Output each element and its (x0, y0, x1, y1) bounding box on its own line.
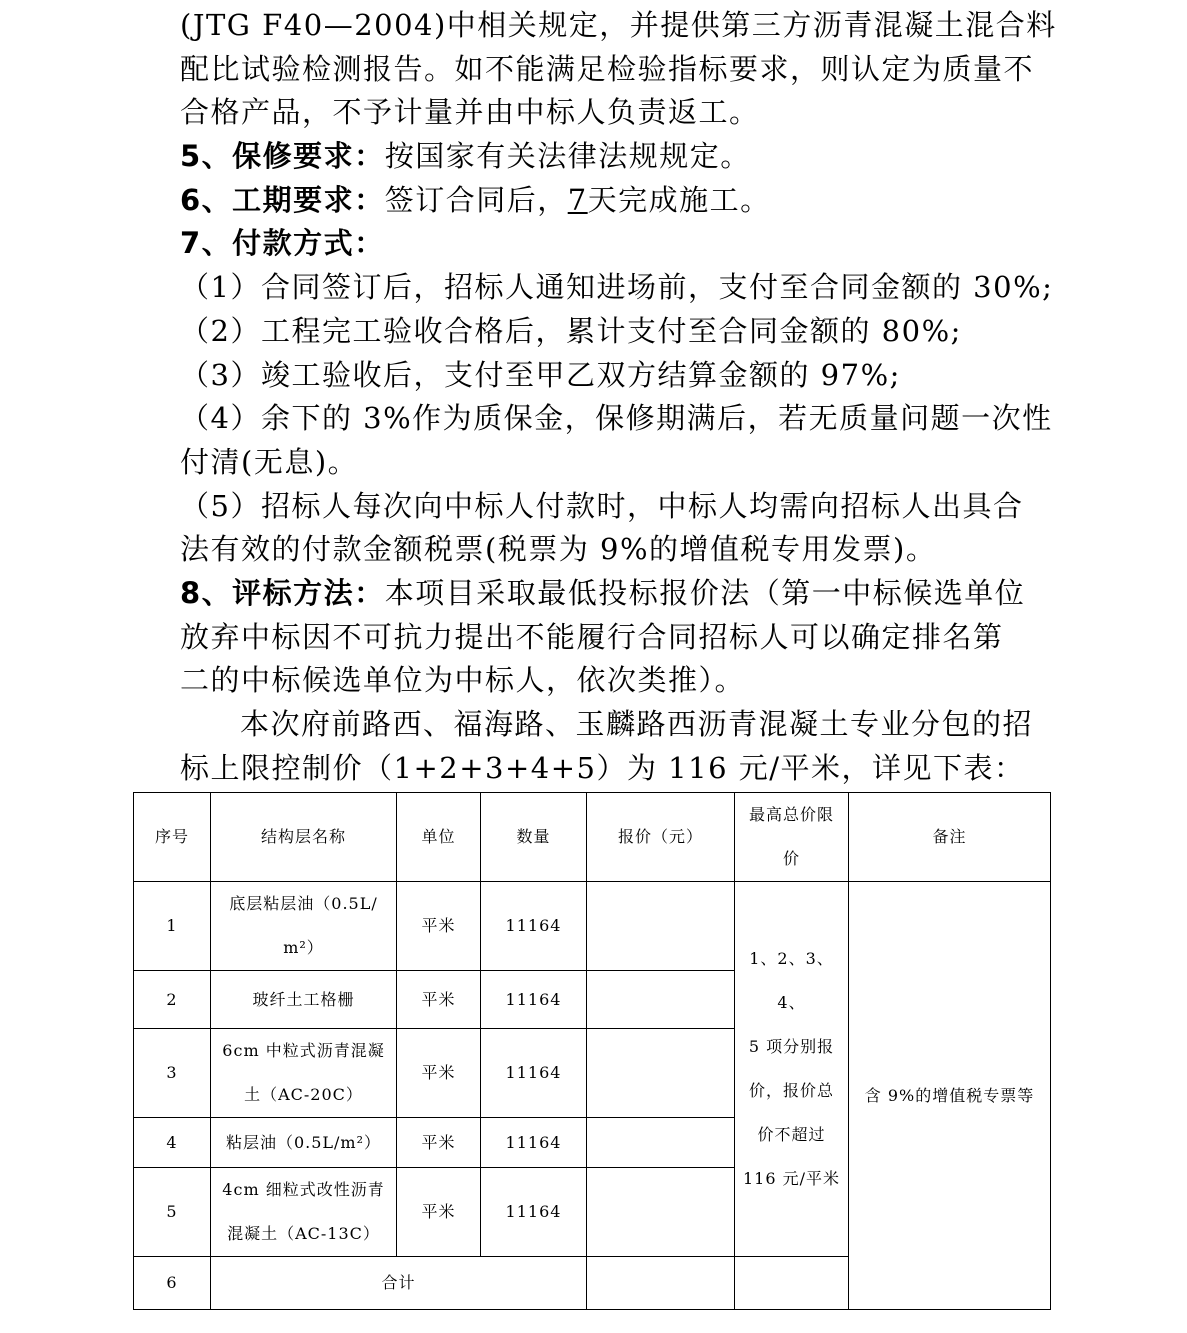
max-price-note (735, 882, 849, 1257)
text-line: 标上限控制价（1+2+3+4+5）为 116 元/平米，详见下表： (180, 750, 1025, 785)
unit-cell: 平米 (397, 1029, 481, 1118)
name-text: 底层粘层油（0.5L/ (229, 894, 378, 913)
header-cell: 报价（元） (587, 793, 735, 882)
clause-heading: 7、付款方式： (180, 226, 385, 261)
clause-heading: 6、工期要求： (180, 182, 385, 217)
clause-heading: 5、保修要求： (180, 139, 385, 174)
note-line: 1、2、3、4、 (749, 949, 834, 1012)
qty-cell: 11164 (481, 882, 587, 971)
total-label: 合计 (211, 1257, 587, 1310)
header-cell: 结构层名称 (211, 793, 397, 882)
clause-heading: 8、评标方法： (180, 575, 385, 610)
seq-cell: 5 (134, 1168, 211, 1257)
price-input-cell (587, 1029, 735, 1118)
header-cell: 序号 (134, 793, 211, 882)
text-line: (JTG F40—2004)中相关规定，并提供第三方沥青混凝土混合料 (180, 8, 1057, 42)
price-table (133, 792, 1051, 1310)
price-input-cell (587, 882, 735, 971)
header-text: 价 (782, 849, 800, 868)
clause-body: 本项目采取最低投标报价法（第一中标候选单位 (384, 575, 1026, 610)
clause-body: 天完成施工。 (587, 182, 771, 217)
text-line: （3）竣工验收后，支付至甲乙双方结算金额的 97%; (180, 357, 901, 392)
evaluation-clause (180, 572, 1026, 616)
text-line: 本次府前路西、福海路、玉麟路西沥青混凝土专业分包的招 (240, 707, 1034, 741)
document-body (180, 4, 1057, 790)
text-line: 法有效的付款金额税票(税票为 9%的增值税专用发票)。 (180, 532, 937, 567)
seq-cell: 3 (134, 1029, 211, 1118)
seq-cell: 1 (134, 882, 211, 971)
text-line: （1）合同签订后，招标人通知进场前，支付至合同金额的 30%; (180, 270, 1054, 305)
unit-cell: 平米 (397, 882, 481, 971)
name-text: 混凝土（AC-13C） (227, 1224, 380, 1243)
name-text: m²） (283, 938, 324, 957)
header-cell: 数量 (481, 793, 587, 882)
seq-cell: 4 (134, 1118, 211, 1168)
payment-clause (180, 222, 1010, 266)
text-line: （4）余下的 3%作为质保金，保修期满后，若无质量问题一次性 (180, 401, 1053, 436)
seq-cell: 6 (134, 1257, 211, 1310)
note-line: 价，报价总 (748, 1081, 834, 1100)
price-input-cell (587, 1168, 735, 1257)
unit-cell: 平米 (397, 1168, 481, 1257)
qty-cell: 11164 (481, 971, 587, 1029)
days-value: 7 (567, 182, 588, 217)
name-text: 4cm 细粒式改性沥青 (222, 1180, 385, 1199)
remark-cell: 含 9%的增值税专票等 (849, 882, 1051, 1310)
name-cell: 粘层油（0.5L/m²） (211, 1118, 397, 1168)
text-line: （2）工程完工验收合格后，累计支付至合同金额的 80%; (180, 313, 962, 348)
schedule-clause (180, 179, 1010, 223)
table-row (134, 882, 1051, 971)
total-max-cell (735, 1257, 849, 1310)
name-cell: 玻纤土工格栅 (211, 971, 397, 1029)
qty-cell: 11164 (481, 1168, 587, 1257)
note-line: 价不超过 (757, 1125, 826, 1144)
text-line: 配比试验检测报告。如不能满足检验指标要求，则认定为质量不 (180, 51, 1035, 86)
text-line: （5）招标人每次向中标人付款时，中标人均需向招标人出具合 (180, 488, 1024, 523)
unit-cell: 平米 (397, 971, 481, 1029)
header-text: 最高总价限 (748, 805, 834, 824)
text-line: 合格产品，不予计量并由中标人负责返工。 (180, 95, 760, 130)
name-text: 6cm 中粒式沥青混凝 (222, 1041, 385, 1060)
clause-body: 签订合同后， (384, 182, 568, 217)
header-cell (735, 793, 849, 882)
name-cell (211, 882, 397, 971)
note-line: 116 元/平米 (742, 1169, 841, 1188)
table-header-row (134, 793, 1051, 882)
text-line: 二的中标候选单位为中标人，依次类推）。 (180, 663, 746, 698)
text-line: 放弃中标因不可抗力提出不能履行合同招标人可以确定排名第 (180, 619, 1004, 654)
header-cell: 备注 (849, 793, 1051, 882)
seq-cell: 2 (134, 971, 211, 1029)
name-text: 土（AC-20C） (244, 1085, 363, 1104)
qty-cell: 11164 (481, 1029, 587, 1118)
total-value-cell (587, 1257, 735, 1310)
price-input-cell (587, 971, 735, 1029)
name-cell (211, 1168, 397, 1257)
warranty-clause (180, 135, 1010, 179)
qty-cell: 11164 (481, 1118, 587, 1168)
text-line: 付清(无息)。 (180, 444, 359, 479)
unit-cell: 平米 (397, 1118, 481, 1168)
name-cell (211, 1029, 397, 1118)
note-line: 5 项分别报 (748, 1037, 835, 1056)
clause-body: 按国家有关法律法规规定。 (384, 139, 751, 174)
header-cell: 单位 (397, 793, 481, 882)
price-input-cell (587, 1118, 735, 1168)
